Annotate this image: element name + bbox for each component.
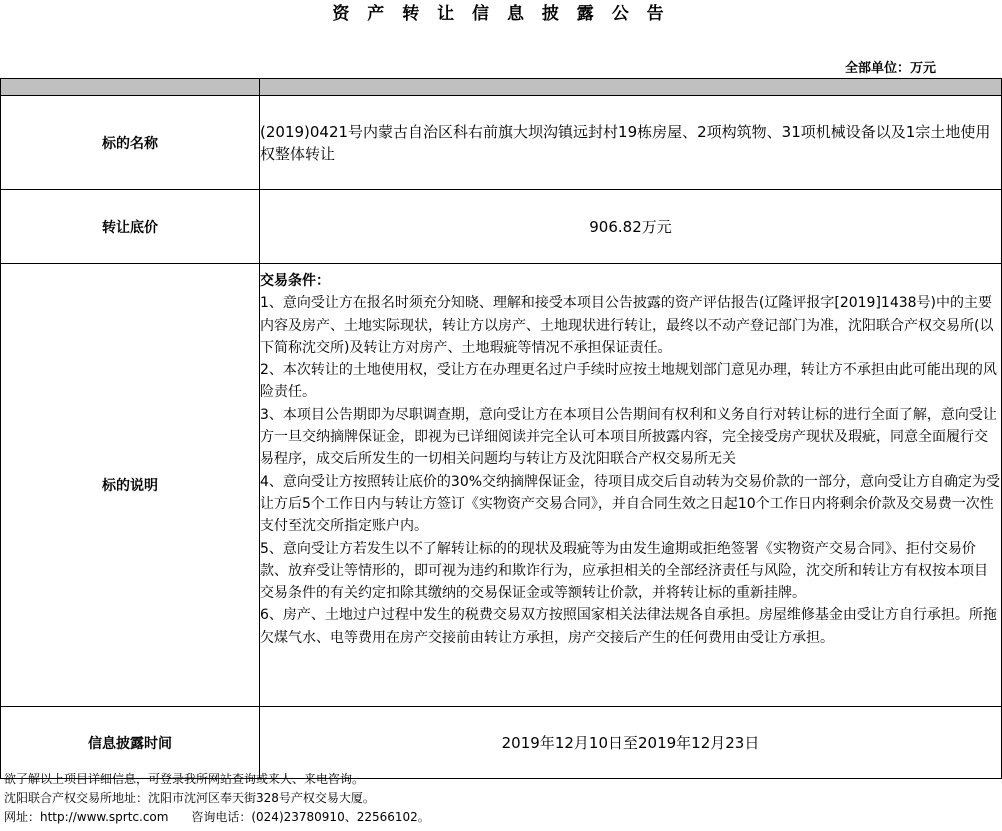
header-cell-right [260, 79, 1002, 96]
price-value: 906.82万元 [260, 190, 1002, 264]
footer-phone: 咨询电话：(024)23780910、22566102。 [191, 810, 430, 824]
row-price [1, 190, 1002, 264]
table-header-bar [1, 79, 1002, 96]
price-label: 转让底价 [1, 190, 260, 264]
time-label: 信息披露时间 [1, 707, 260, 779]
condition-4: 4、意向受让方按照转让底价的30%交纳摘牌保证金，待项目成交后自动转为交易价款的一部分，意向受让方自确定为受让方后5个工作日内与转让方签订《实物资产交易合同》，并自合同生效之日起10个工作日内将剩余价款及交易费一次性支付至沈交所指定账户内。 [260, 473, 1001, 535]
condition-1: 1、意向受让方在报名时须充分知晓、理解和接受本项目公告披露的资产评估报告(辽隆评报字[2019]1438号)中的主要内容及房产、土地实际现状，转让方以房产、土地现状进行转让，最终以不动产登记部门为准，沈阳联合产权交易所(以下简称沈交所)及转让方对房产、土地瑕疵等情况不承担保证责任。 [260, 295, 994, 356]
footer [4, 770, 430, 827]
row-time [1, 707, 1002, 779]
time-value: 2019年12月10日至2019年12月23日 [260, 707, 1002, 779]
page-title: 资 产 转 让 信 息 披 露 公 告 [332, 4, 670, 24]
condition-6: 6、房产、土地过户过程中发生的税费交易双方按照国家相关法律法规各自承担。房屋维修基金由受让方自行承担。所拖欠煤气水、电等费用在房产交接前由转让方承担，房产交接后产生的任何费用由受让方承担。 [260, 607, 997, 646]
footer-website[interactable]: 网址：http://www.sprtc.com [4, 810, 169, 824]
info-table [0, 78, 1002, 779]
desc-value [260, 264, 1002, 707]
row-name [1, 96, 1002, 190]
condition-2: 2、本次转让的土地使用权，受让方在办理更名过户手续时应按土地规划部门意见办理，转让方不承担由此可能出现的风险责任。 [260, 362, 997, 401]
footer-line-1: 欲了解以上项目详细信息，可登录我所网站查询或来人、来电咨询。 [4, 772, 365, 786]
name-value: (2019)0421号内蒙古自治区科右前旗大坝沟镇远封村19栋房屋、2项构筑物、31项机械设备以及1宗土地使用权整体转让 [260, 96, 1002, 190]
footer-line-2: 沈阳联合产权交易所地址：沈阳市沈河区奉天街328号产权交易大厦。 [4, 791, 375, 805]
condition-5: 5、意向受让方若发生以不了解转让标的的现状及瑕疵等为由发生逾期或拒绝签署《实物资产交易合同》、拒付交易价款、放弃受让等情形的，即可视为违约和欺诈行为，应承担相关的全部经济责任与风险，沈交所和转让方有权按本项目交易条件的有关约定扣除其缴纳的交易保证金或等额转让价款，并将转让标的重新挂牌。 [260, 540, 988, 602]
conditions-title: 交易条件： [260, 273, 330, 289]
unit-note: 全部单位：万元 [844, 61, 936, 76]
condition-3: 3、本项目公告期即为尽职调查期，意向受让方在本项目公告期间有权利和义务自行对转让标的进行全面了解，意向受让方一旦交纳摘牌保证金，即视为已详细阅读并完全认可本项目所披露内容，完全接受房产现状及瑕疵，同意全面履行交易程序，成交后所发生的一切相关问题均与转让方及沈阳联合产权交易所无关 [260, 406, 997, 468]
row-description [1, 264, 1002, 707]
footer-line-3 [4, 808, 430, 827]
header-cell-left [1, 79, 260, 96]
desc-label: 标的说明 [1, 264, 260, 707]
name-label: 标的名称 [1, 96, 260, 190]
